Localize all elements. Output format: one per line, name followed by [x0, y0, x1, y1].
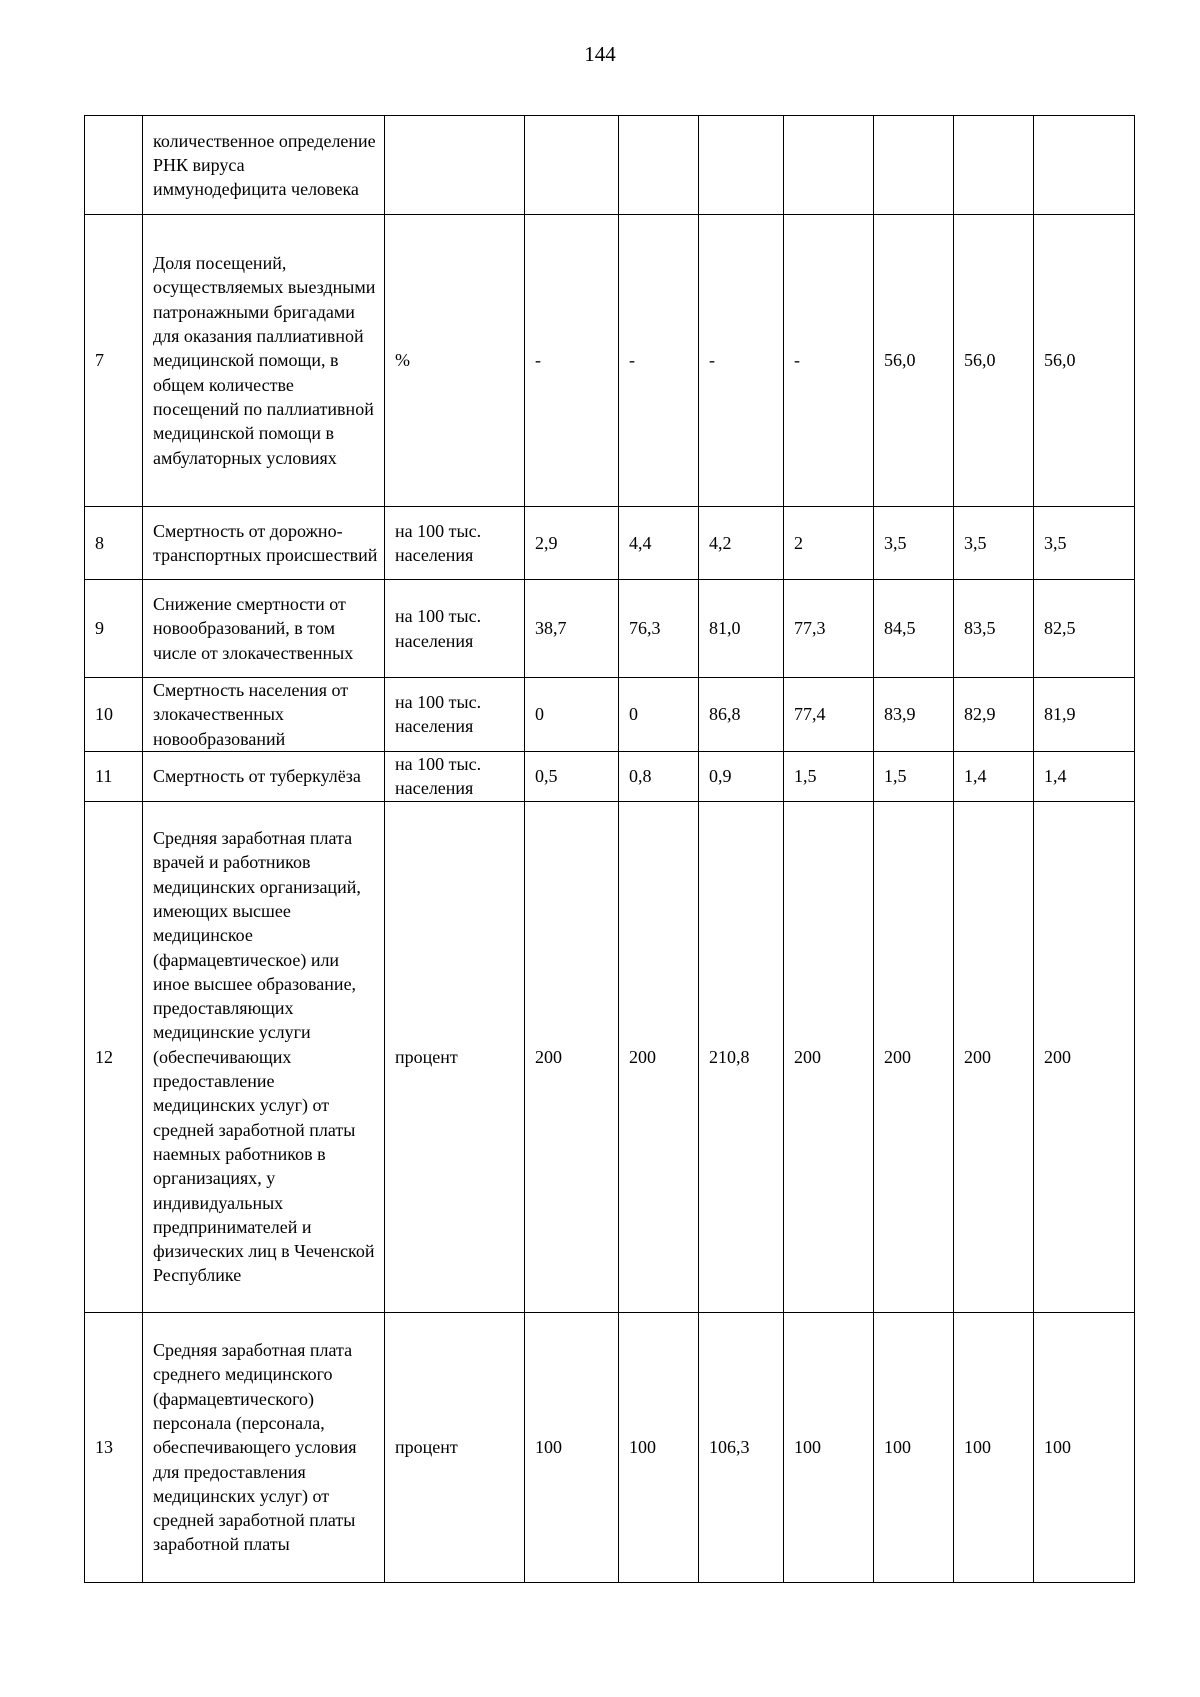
value-cell: 0,9 — [699, 751, 784, 801]
table-row — [85, 678, 1135, 752]
value-cell — [619, 116, 699, 215]
table-row — [85, 215, 1135, 507]
unit-cell: процент — [385, 801, 525, 1312]
value-cell: - — [784, 215, 874, 507]
value-cell — [954, 116, 1034, 215]
value-cell: 2,9 — [525, 507, 619, 580]
indicator-name: Средняя заработная плата среднего медицинского (фармацевтического) персонала (персонала, обеспечивающего условия для предоставления медицинских услуг) от средней заработной платы заработной платы — [143, 1312, 385, 1582]
row-number: 12 — [85, 801, 143, 1312]
value-cell: 0 — [525, 678, 619, 752]
row-number: 9 — [85, 580, 143, 678]
page-number: 144 — [584, 42, 616, 66]
value-cell: 106,3 — [699, 1312, 784, 1582]
value-cell: 76,3 — [619, 580, 699, 678]
value-cell: 0,8 — [619, 751, 699, 801]
indicator-name: Смертность от дорожно-транспортных происшествий — [143, 507, 385, 580]
value-cell: 56,0 — [1034, 215, 1135, 507]
unit-cell: на 100 тыс. населения — [385, 507, 525, 580]
row-number: 7 — [85, 215, 143, 507]
value-cell: 81,9 — [1034, 678, 1135, 752]
value-cell: 38,7 — [525, 580, 619, 678]
unit-cell: % — [385, 215, 525, 507]
value-cell: 210,8 — [699, 801, 784, 1312]
value-cell: - — [619, 215, 699, 507]
value-cell: 83,9 — [874, 678, 954, 752]
value-cell: - — [699, 215, 784, 507]
value-cell: 200 — [1034, 801, 1135, 1312]
value-cell: 0 — [619, 678, 699, 752]
value-cell: 56,0 — [874, 215, 954, 507]
value-cell: 100 — [784, 1312, 874, 1582]
table-row — [85, 801, 1135, 1312]
table-row — [85, 116, 1135, 215]
value-cell: 84,5 — [874, 580, 954, 678]
value-cell: 2 — [784, 507, 874, 580]
indicator-name: Средняя заработная плата врачей и работников медицинских организаций, имеющих высшее медицинское (фармацевтическое) или иное высшее образование, предоставляющих медицинские услуги (обеспечивающих предоставление медицинских услуг) от средней заработной платы наемных работников в организациях, у индивидуальных предпринимателей и физических лиц в Чеченской Республике — [143, 801, 385, 1312]
value-cell: - — [525, 215, 619, 507]
value-cell — [1034, 116, 1135, 215]
value-cell: 100 — [1034, 1312, 1135, 1582]
value-cell: 0,5 — [525, 751, 619, 801]
row-number — [85, 116, 143, 215]
value-cell: 82,9 — [954, 678, 1034, 752]
value-cell: 81,0 — [699, 580, 784, 678]
unit-cell — [385, 116, 525, 215]
indicators-table — [84, 115, 1135, 1583]
value-cell: 4,4 — [619, 507, 699, 580]
indicator-name: Снижение смертности от новообразований, в том числе от злокачественных — [143, 580, 385, 678]
value-cell: 100 — [525, 1312, 619, 1582]
value-cell — [874, 116, 954, 215]
indicator-name: Смертность от туберкулёза — [143, 751, 385, 801]
row-number: 13 — [85, 1312, 143, 1582]
value-cell: 77,3 — [784, 580, 874, 678]
table-row — [85, 580, 1135, 678]
value-cell: 56,0 — [954, 215, 1034, 507]
value-cell: 1,5 — [784, 751, 874, 801]
value-cell: 1,4 — [954, 751, 1034, 801]
value-cell: 100 — [954, 1312, 1034, 1582]
value-cell: 1,4 — [1034, 751, 1135, 801]
value-cell: 200 — [874, 801, 954, 1312]
indicator-name: Смертность населения от злокачественных новообразований — [143, 678, 385, 752]
table-row — [85, 1312, 1135, 1582]
value-cell: 200 — [619, 801, 699, 1312]
value-cell: 100 — [874, 1312, 954, 1582]
value-cell: 1,5 — [874, 751, 954, 801]
value-cell — [699, 116, 784, 215]
value-cell: 3,5 — [954, 507, 1034, 580]
row-number: 10 — [85, 678, 143, 752]
row-number: 8 — [85, 507, 143, 580]
value-cell: 200 — [525, 801, 619, 1312]
table-row — [85, 507, 1135, 580]
row-number: 11 — [85, 751, 143, 801]
indicator-name: Доля посещений, осуществляемых выездными патронажными бригадами для оказания паллиативной медицинской помощи, в общем количестве посещений по паллиативной медицинской помощи в амбулаторных условиях — [143, 215, 385, 507]
value-cell: 77,4 — [784, 678, 874, 752]
unit-cell: процент — [385, 1312, 525, 1582]
indicator-name: количественное определение РНК вируса иммунодефицита человека — [143, 116, 385, 215]
value-cell — [784, 116, 874, 215]
value-cell: 4,2 — [699, 507, 784, 580]
unit-cell: на 100 тыс. населения — [385, 580, 525, 678]
value-cell: 200 — [954, 801, 1034, 1312]
unit-cell: на 100 тыс. населения — [385, 678, 525, 752]
unit-cell: на 100 тыс. населения — [385, 751, 525, 801]
value-cell: 83,5 — [954, 580, 1034, 678]
value-cell — [525, 116, 619, 215]
value-cell: 3,5 — [1034, 507, 1135, 580]
value-cell: 82,5 — [1034, 580, 1135, 678]
value-cell: 3,5 — [874, 507, 954, 580]
value-cell: 200 — [784, 801, 874, 1312]
value-cell: 86,8 — [699, 678, 784, 752]
table-row — [85, 751, 1135, 801]
value-cell: 100 — [619, 1312, 699, 1582]
